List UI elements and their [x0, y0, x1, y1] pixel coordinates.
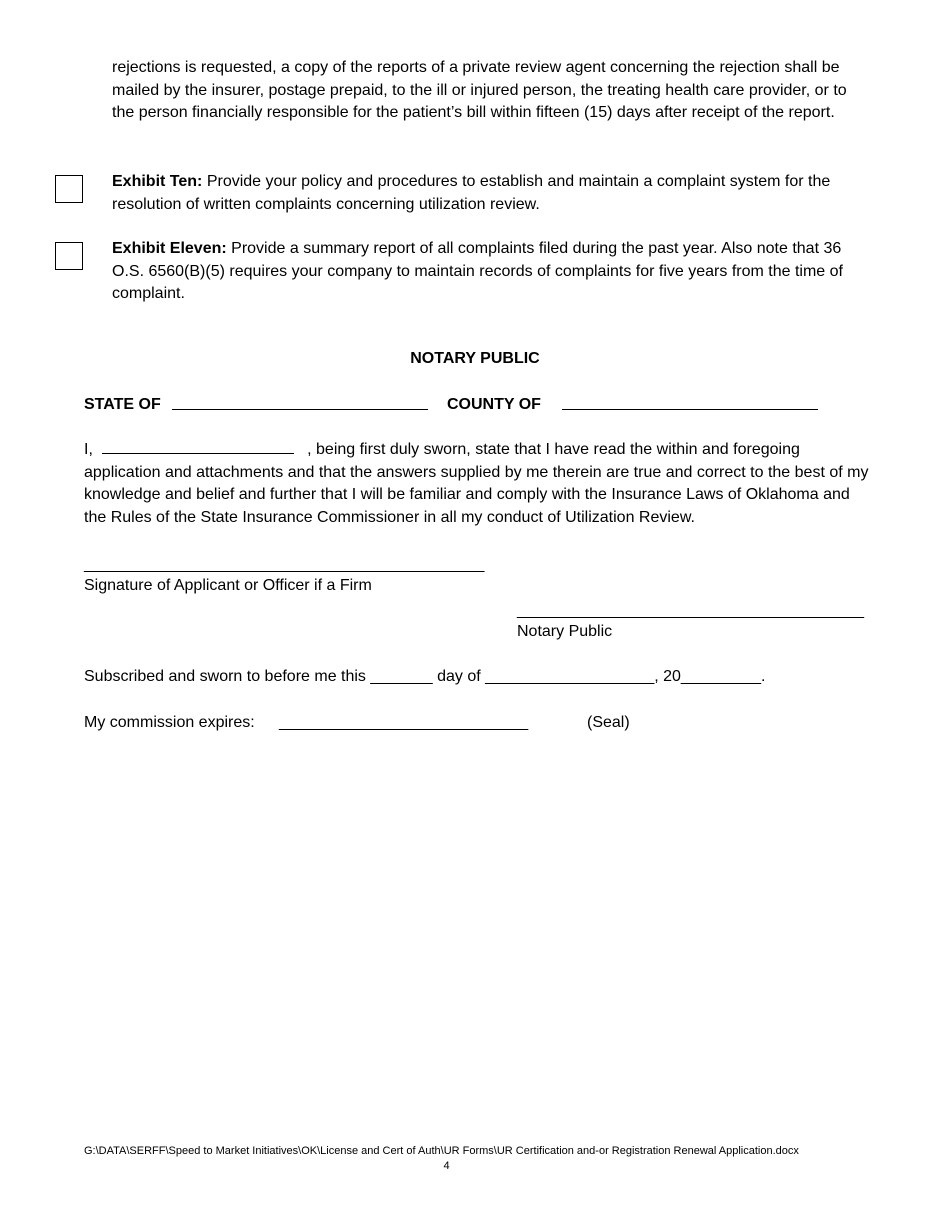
- oath-paragraph: [84, 439, 874, 530]
- subscribed-sworn-line: Subscribed and sworn to before me this _______ day of ___________________, 20_________.: [84, 668, 766, 685]
- exhibit-eleven-text: Provide a summary report of all complaints filed during the past year. Also note that 36 O.S. 6560(B)(5) requires your company to maintain records of complaints for five years from the time of complaint.: [112, 240, 843, 303]
- notary-signature-label: Notary Public: [517, 623, 613, 640]
- exhibit-ten-item: [112, 171, 872, 216]
- county-label: COUNTY OF: [447, 396, 541, 413]
- oath-prefix: I,: [84, 441, 93, 458]
- county-input-line[interactable]: [562, 409, 818, 410]
- state-label: STATE OF: [84, 396, 161, 413]
- state-input-line[interactable]: [172, 409, 428, 410]
- footer-page-number: 4: [443, 1160, 450, 1172]
- commission-expires-label: My commission expires:: [84, 714, 255, 731]
- exhibit-eleven-item: [112, 238, 872, 306]
- exhibit-eleven-label: Exhibit Eleven:: [112, 240, 227, 257]
- applicant-signature-label: Signature of Applicant or Officer if a Firm: [84, 577, 372, 594]
- seal-label: (Seal): [587, 714, 630, 731]
- notary-heading: NOTARY PUBLIC: [410, 350, 540, 367]
- applicant-signature-line[interactable]: _____________________________________________: [84, 556, 485, 573]
- exhibit-ten-checkbox[interactable]: [55, 175, 83, 203]
- rejection-reports-paragraph: rejections is requested, a copy of the reports of a private review agent concerning the rejection shall be mailed by the insurer, postage prepaid, to the ill or injured person, the treating health care provider, or to the person financially responsible for the patient’s bill within fifteen (15) days after receipt of the report.: [112, 59, 847, 122]
- affiant-name-line[interactable]: [102, 439, 294, 454]
- oath-text: , being first duly sworn, state that I have read the within and foregoing application and attachments and that the answers supplied by me therein are true and correct to the best of my knowledge and belief and further that I will be familiar and comply with the Insurance Laws of Oklahoma and the Rules of the State Insurance Commissioner in all my conduct of Utilization Review.: [84, 441, 869, 527]
- exhibit-eleven-checkbox[interactable]: [55, 242, 83, 270]
- exhibit-ten-label: Exhibit Ten:: [112, 173, 203, 190]
- footer-file-path: G:\DATA\SERFF\Speed to Market Initiatives\OK\License and Cert of Auth\UR Forms\UR Certification and-or Registration Renewal Application.docx: [84, 1145, 799, 1157]
- notary-signature-line[interactable]: _______________________________________: [517, 602, 865, 619]
- commission-expires-line[interactable]: ____________________________: [279, 714, 529, 731]
- exhibit-ten-text: Provide your policy and procedures to establish and maintain a complaint system for the resolution of written complaints concerning utilization review.: [112, 173, 831, 213]
